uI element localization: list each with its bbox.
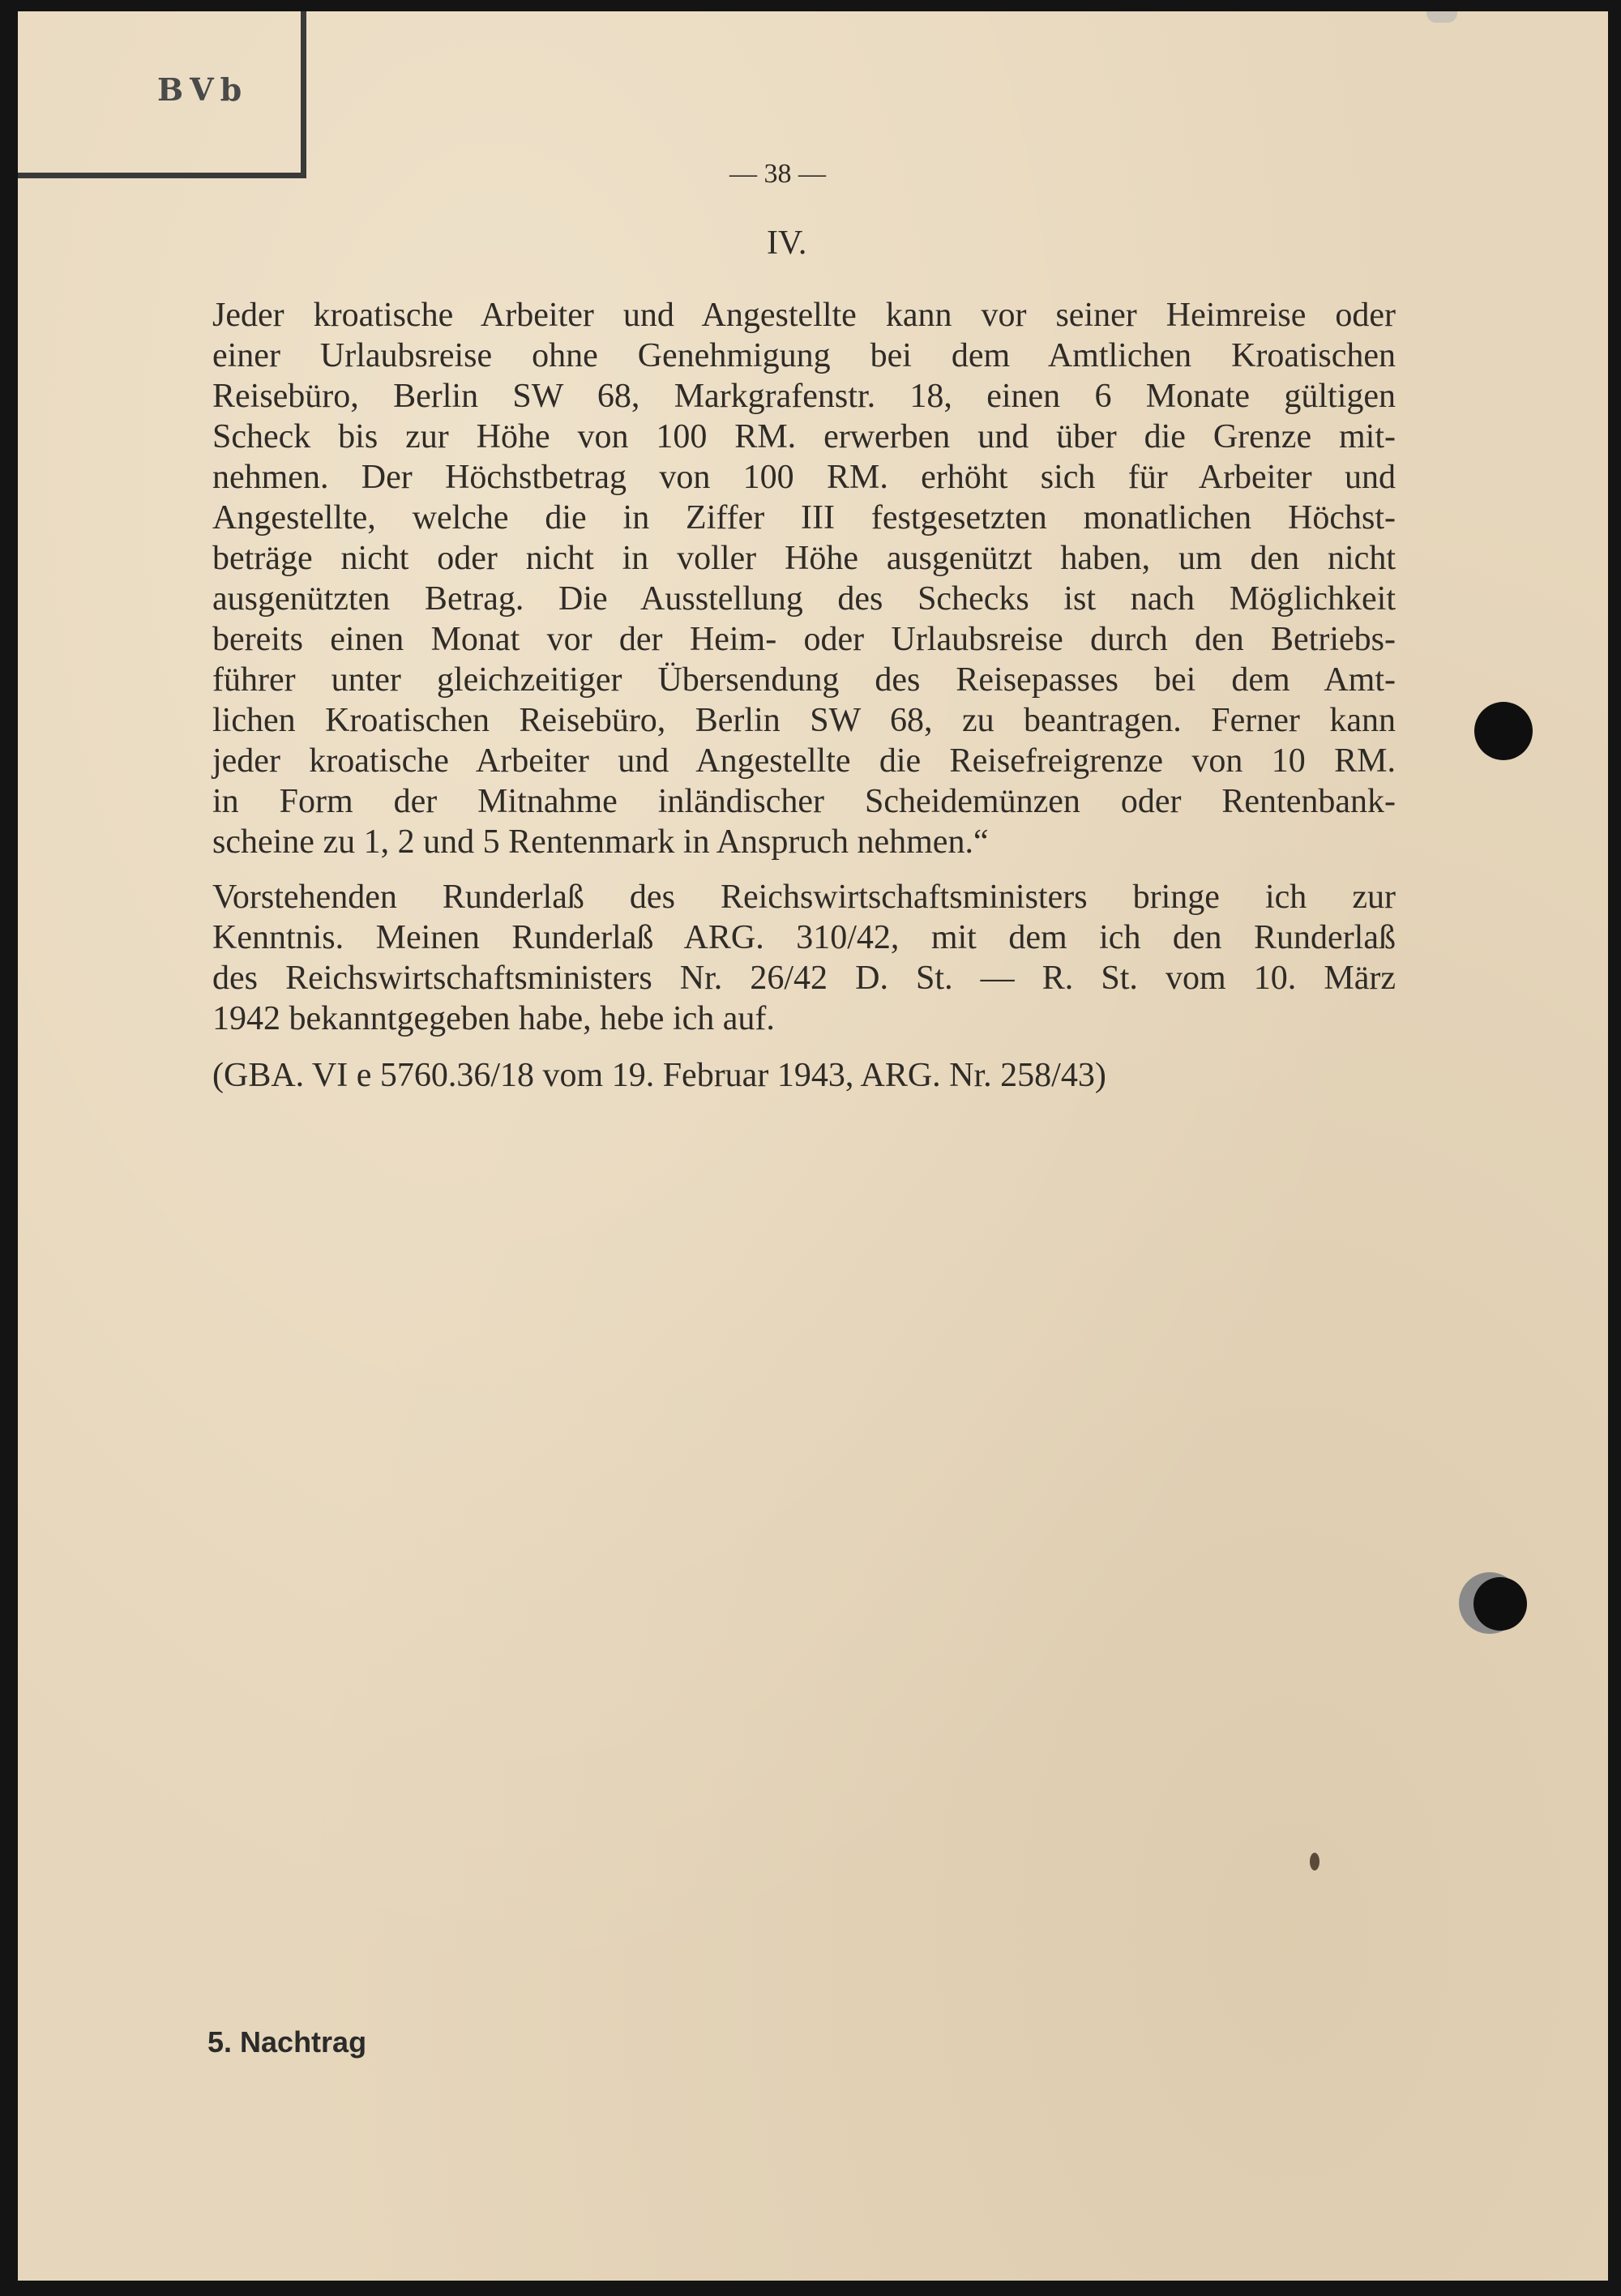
document-page <box>18 11 1608 2281</box>
punch-hole-icon <box>1473 1577 1527 1631</box>
section-heading: IV. <box>767 224 807 262</box>
text-line: bereits einen Monat vor der Heim- oder Urlaubsreise durch den Betriebs- <box>212 621 1396 658</box>
text-line: Angestellte, welche die in Ziffer III festgesetzten monatlichen Höchst- <box>212 499 1396 537</box>
page-number: — 38 — <box>729 159 826 189</box>
text-line: Reisebüro, Berlin SW 68, Markgrafenstr. 18, einen 6 Monate gültigen <box>212 378 1396 415</box>
text-line: Jeder kroatische Arbeiter und Angestellte kann vor seiner Heimreise oder <box>212 297 1396 334</box>
text-line: lichen Kroatischen Reisebüro, Berlin SW 68, zu beantragen. Ferner kann <box>212 702 1396 739</box>
text-line: ausgenützten Betrag. Die Ausstellung des Schecks ist nach Möglichkeit <box>212 580 1396 618</box>
text-line: des Reichswirtschaftsministers Nr. 26/42 D. St. — R. St. vom 10. März <box>212 960 1396 997</box>
text-line: Scheck bis zur Höhe von 100 RM. erwerben und über die Grenze mit- <box>212 418 1396 455</box>
text-line: beträge nicht oder nicht in voller Höhe ausgenützt haben, um den nicht <box>212 540 1396 577</box>
text-line: Kenntnis. Meinen Runderlaß ARG. 310/42, mit dem ich den Runderlaß <box>212 919 1396 956</box>
text-line: in Form der Mitnahme inländischer Scheidemünzen oder Rentenbank- <box>212 783 1396 820</box>
stamp-label: BVb <box>157 71 249 108</box>
text-line: scheine zu 1, 2 und 5 Rentenmark in Anspruch nehmen.“ <box>212 823 989 861</box>
text-line: jeder kroatische Arbeiter und Angestellte die Reisefreigrenze von 10 RM. <box>212 742 1396 780</box>
footer-label: 5. Nachtrag <box>207 2025 367 2059</box>
punch-hole-icon <box>1474 702 1533 760</box>
text-line: nehmen. Der Höchstbetrag von 100 RM. erhöht sich für Arbeiter und <box>212 459 1396 496</box>
reference-line <box>212 1055 1396 1096</box>
text-line: (GBA. VI e 5760.36/18 vom 19. Februar 1943, ARG. Nr. 258/43) <box>212 1057 1106 1094</box>
text-line: 1942 bekanntgegeben habe, hebe ich auf. <box>212 1000 775 1037</box>
paragraph-decree <box>212 877 1396 1039</box>
stamp-box <box>18 11 306 178</box>
paragraph-main <box>212 295 1396 862</box>
ink-speck <box>1310 1853 1319 1871</box>
text-line: einer Urlaubsreise ohne Genehmigung bei dem Amtlichen Kroatischen <box>212 337 1396 374</box>
paper-corner-mark <box>1426 11 1457 23</box>
text-line: Vorstehenden Runderlaß des Reichswirtschaftsministers bringe ich zur <box>212 879 1396 916</box>
text-line: führer unter gleichzeitiger Übersendung des Reisepasses bei dem Amt- <box>212 661 1396 699</box>
